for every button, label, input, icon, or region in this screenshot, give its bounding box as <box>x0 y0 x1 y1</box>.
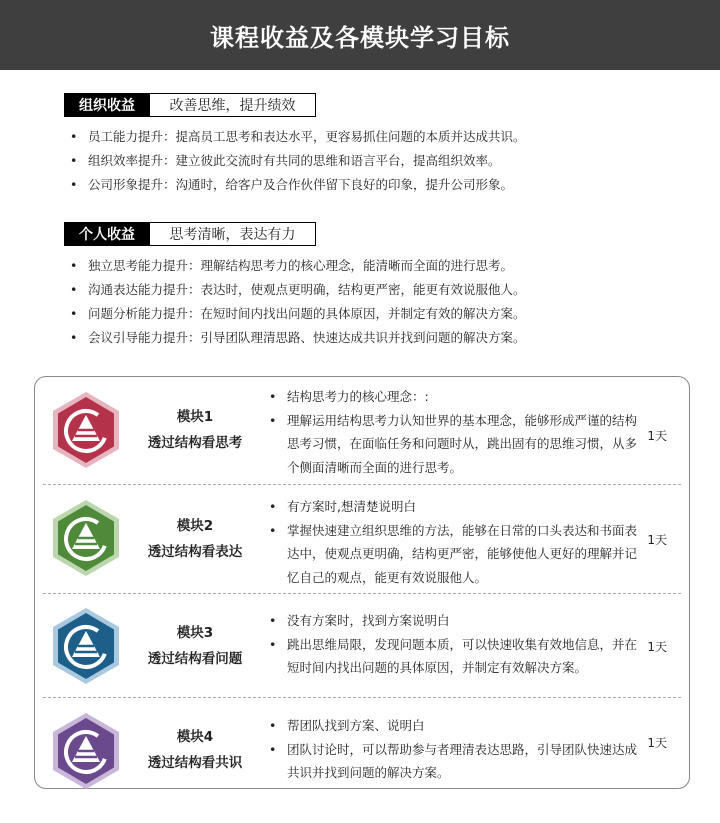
module-2 <box>35 485 689 593</box>
module-name: 模块1 <box>176 409 214 425</box>
list-item: • 沟通表达能力提升：表达时，使观点更明确，结构更严密，能更有效说服他人。 <box>64 278 526 302</box>
list-item: • 组织效率提升：建立彼此交流时有共同的思维和语言平台，提高组织效率。 <box>64 149 526 173</box>
module-name: 模块3 <box>176 625 214 641</box>
list-item: • 没有方案时，找到方案说明白 <box>267 609 639 633</box>
module-title <box>135 620 255 672</box>
pyramid-c-logo-icon <box>51 607 121 685</box>
list-item: • 公司形象提升：沟通时，给客户及合作伙伴留下良好的印象，提升公司形象。 <box>64 173 526 197</box>
module-name: 模块4 <box>176 729 214 745</box>
list-item: • 团队讨论时，可以帮助参与者理清表达思路，引导团队快速达成共识并找到问题的解决方案。 <box>267 738 639 785</box>
page-header <box>0 0 720 70</box>
org-benefits-tag: 组织收益 <box>64 93 150 117</box>
personal-benefits-list <box>64 254 526 350</box>
list-item: • 会议引导能力提升：引导团队理清思路、快速达成共识并找到问题的解决方案。 <box>64 326 526 350</box>
personal-benefits-tag-row <box>64 222 526 246</box>
personal-benefits-tag: 个人收益 <box>64 222 150 246</box>
module-title <box>135 404 255 456</box>
org-benefits-section <box>64 93 526 197</box>
module-subtitle: 透过结构看表达 <box>147 544 243 560</box>
list-item: • 员工能力提升：提高员工思考和表达水平，更容易抓住问题的本质并达成共识。 <box>64 125 526 149</box>
module-duration: 1天 <box>647 736 667 750</box>
module-points <box>267 495 639 589</box>
org-benefits-subtitle: 改善思维，提升绩效 <box>150 93 316 117</box>
module-points <box>267 714 639 785</box>
list-item: • 跳出思维局限，发现问题本质，可以快速收集有效地信息，并在短时间内找出问题的具体原因，并制定有效解决方案。 <box>267 633 639 680</box>
module-subtitle: 透过结构看思考 <box>147 435 243 451</box>
module-duration: 1天 <box>647 429 667 443</box>
org-benefits-tag-row <box>64 93 526 117</box>
pyramid-c-logo-icon <box>51 712 121 790</box>
list-item: • 独立思考能力提升：理解结构思考力的核心理念，能清晰而全面的进行思考。 <box>64 254 526 278</box>
pyramid-c-logo-icon <box>51 391 121 469</box>
module-subtitle: 透过结构看问题 <box>147 651 243 667</box>
module-points <box>267 385 639 479</box>
personal-benefits-section <box>64 222 526 350</box>
module-1 <box>35 377 689 484</box>
personal-benefits-subtitle: 思考清晰，表达有力 <box>150 222 316 246</box>
list-item: • 掌握快速建立组织思维的方法，能够在日常的口头表达和书面表达中，使观点更明确，结构更严密，能够使他人更好的理解并记忆自己的观点，能更有效说服他人。 <box>267 519 639 590</box>
module-points <box>267 609 639 680</box>
list-item: • 帮团队找到方案、说明白 <box>267 714 639 738</box>
module-title <box>135 724 255 776</box>
list-item: • 问题分析能力提升：在短时间内找出问题的具体原因，并制定有效的解决方案。 <box>64 302 526 326</box>
modules-panel <box>34 376 690 789</box>
list-item: • 理解运用结构思考力认知世界的基本理念，能够形成严谨的结构思考习惯，在面临任务和问题时从，跳出固有的思维习惯，从多个侧面清晰而全面的进行思考。 <box>267 409 639 480</box>
module-duration: 1天 <box>647 640 667 654</box>
module-title <box>135 513 255 565</box>
module-duration: 1天 <box>647 533 667 547</box>
module-3 <box>35 594 689 697</box>
list-item: • 有方案时,想清楚说明白 <box>267 495 639 519</box>
module-subtitle: 透过结构看共识 <box>147 755 243 771</box>
pyramid-c-logo-icon <box>51 499 121 577</box>
module-4 <box>35 698 689 788</box>
list-item: • 结构思考力的核心理念：: <box>267 385 639 409</box>
page-title: 课程收益及各模块学习目标 <box>210 23 510 52</box>
module-name: 模块2 <box>176 518 214 534</box>
org-benefits-list <box>64 125 526 197</box>
